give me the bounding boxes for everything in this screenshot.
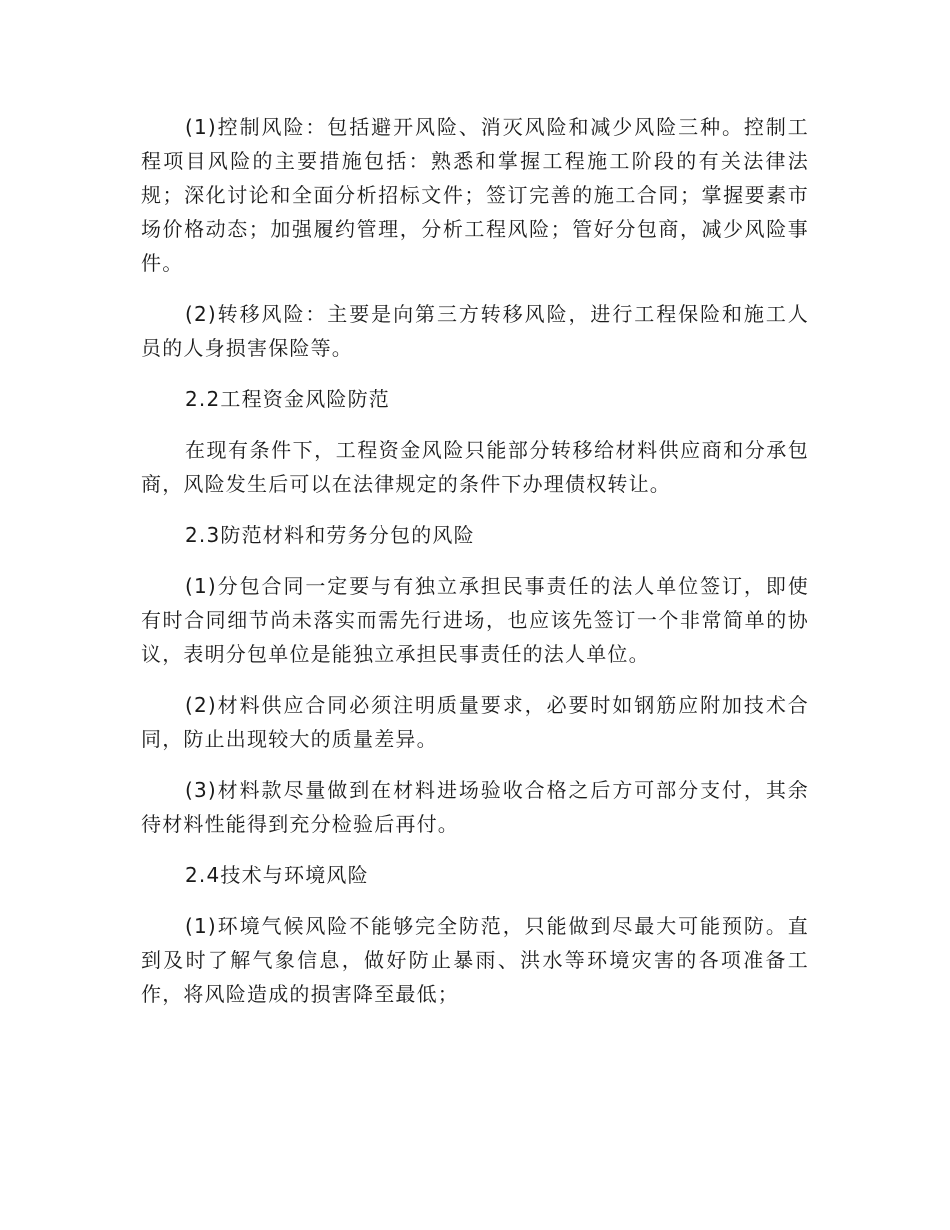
paragraph-material-contract: (2)材料供应合同必须注明质量要求，必要时如钢筋应附加技术合同，防止出现较大的质量差异。 xyxy=(141,693,809,751)
document-body xyxy=(141,110,809,1028)
section-heading-2-4: 2.4技术与环境风险 xyxy=(185,863,369,887)
paragraph-subcontract: (1)分包合同一定要与有独立承担民事责任的法人单位签订，即使有时合同细节尚未落实而需先行进场，也应该先签订一个非常简单的协议，表明分包单位是能独立承担民事责任的法人单位。 xyxy=(141,574,809,666)
paragraph-transfer-risk: (2)转移风险：主要是向第三方转移风险，进行工程保险和施工人员的人身损害保险等。 xyxy=(141,302,809,360)
paragraph-capital-risk: 在现有条件下，工程资金风险只能部分转移给材料供应商和分承包商，风险发生后可以在法律规定的条件下办理债权转让。 xyxy=(141,438,809,496)
paragraph-control-risk: (1)控制风险：包括避开风险、消灭风险和减少风险三种。控制工程项目风险的主要措施包括：熟悉和掌握工程施工阶段的有关法律法规；深化讨论和全面分析招标文件；签订完善的施工合同；掌握要素市场价格动态；加强履约管理，分析工程风险；管好分包商，减少风险事件。 xyxy=(141,115,809,275)
section-heading-2-3: 2.3防范材料和劳务分包的风险 xyxy=(185,523,475,547)
section-heading-2-2: 2.2工程资金风险防范 xyxy=(185,387,391,411)
paragraph-material-payment: (3)材料款尽量做到在材料进场验收合格之后方可部分支付，其余待材料性能得到充分检验后再付。 xyxy=(141,778,809,836)
paragraph-environment-risk: (1)环境气候风险不能够完全防范，只能做到尽最大可能预防。直到及时了解气象信息，做好防止暴雨、洪水等环境灾害的各项准备工作，将风险造成的损害降至最低； xyxy=(141,914,809,1006)
